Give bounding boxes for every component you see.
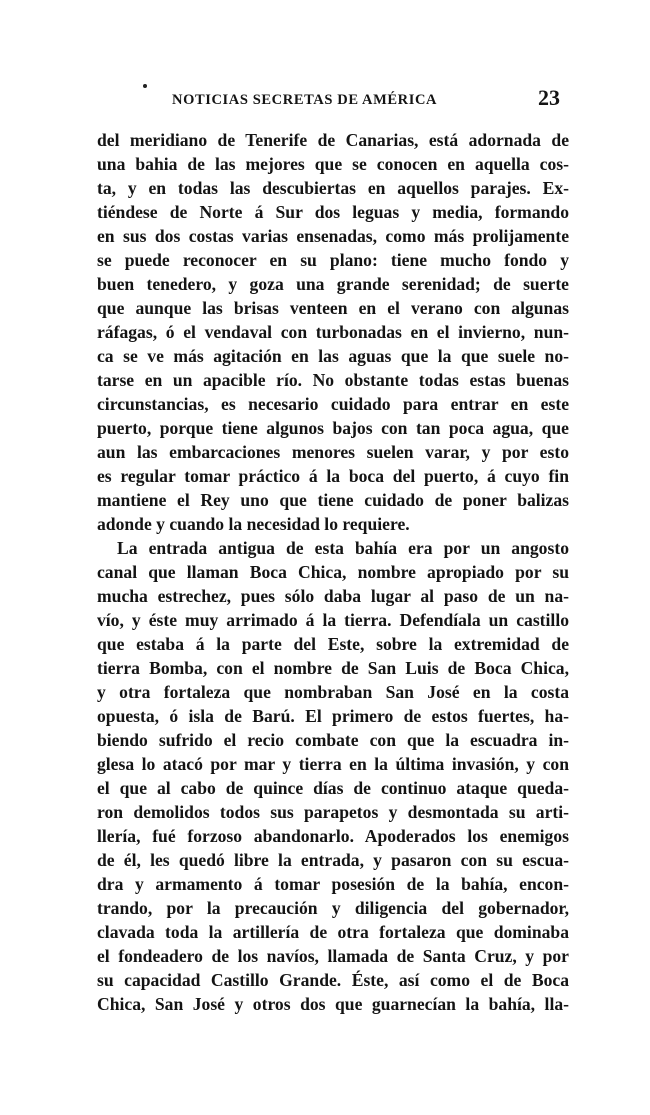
text-line: ron demolidos todos sus parapetos y desmontada su arti- bbox=[97, 802, 569, 822]
running-header: NOTICIAS SECRETAS DE AMÉRICA bbox=[172, 92, 438, 108]
text-line: canal que llaman Boca Chica, nombre apropiado por su bbox=[97, 562, 569, 582]
text-line: opuesta, ó isla de Barú. El primero de estos fuertes, ha- bbox=[97, 706, 569, 726]
print-speck bbox=[143, 84, 147, 88]
text-line: tarse en un apacible río. No obstante todas estas buenas bbox=[97, 370, 569, 390]
page-number: 23 bbox=[538, 85, 560, 110]
text-line: una bahia de las mejores que se conocen en aquella cos- bbox=[97, 154, 569, 174]
text-line: Chica, San José y otros dos que guarnecían la bahía, lla- bbox=[97, 994, 569, 1014]
text-line: aun las embarcaciones menores suelen varar, y por esto bbox=[97, 442, 569, 462]
text-line: llería, fué forzoso abandonarlo. Apoderados los enemigos bbox=[97, 826, 569, 846]
text-line: de él, les quedó libre la entrada, y pasaron con su escua- bbox=[97, 850, 569, 870]
text-line: que aunque las brisas venteen en el verano con algunas bbox=[97, 298, 569, 318]
text-line: que estaba á la parte del Este, sobre la extremidad de bbox=[97, 634, 569, 654]
text-line: La entrada antigua de esta bahía era por un angosto bbox=[117, 538, 569, 558]
text-line: mucha estrechez, pues sólo daba lugar al paso de un na- bbox=[97, 586, 569, 606]
text-line: tierra Bomba, con el nombre de San Luis de Boca Chica, bbox=[97, 658, 569, 678]
text-line: clavada toda la artillería de otra fortaleza que dominaba bbox=[97, 922, 569, 942]
text-line: buen tenedero, y goza una grande serenidad; de suerte bbox=[97, 274, 569, 294]
text-line: se puede reconocer en su plano: tiene mucho fondo y bbox=[97, 250, 569, 270]
text-line: es regular tomar práctico á la boca del puerto, á cuyo fin bbox=[97, 466, 569, 486]
text-line: vío, y éste muy arrimado á la tierra. Defendíala un castillo bbox=[97, 610, 569, 630]
text-line: ta, y en todas las descubiertas en aquellos parajes. Ex- bbox=[97, 178, 569, 198]
text-line: el que al cabo de quince días de continuo ataque queda- bbox=[97, 778, 569, 798]
text-line: dra y armamento á tomar posesión de la bahía, encon- bbox=[97, 874, 569, 894]
body-text bbox=[97, 128, 569, 1016]
text-line: biendo sufrido el recio combate con que la escuadra in- bbox=[97, 730, 569, 750]
text-line: mantiene el Rey uno que tiene cuidado de poner balizas bbox=[97, 490, 569, 510]
text-line: ráfagas, ó el vendaval con turbonadas en el invierno, nun- bbox=[97, 322, 569, 342]
text-line: del meridiano de Tenerife de Canarias, está adornada de bbox=[97, 130, 569, 150]
text-line: adonde y cuando la necesidad lo requiere. bbox=[97, 514, 410, 534]
text-line: puerto, porque tiene algunos bajos con tan poca agua, que bbox=[97, 418, 569, 438]
text-line: circunstancias, es necesario cuidado para entrar en este bbox=[97, 394, 569, 414]
text-line: en sus dos costas varias ensenadas, como más prolijamente bbox=[97, 226, 569, 246]
text-line: ca se ve más agitación en las aguas que la que suele no- bbox=[97, 346, 569, 366]
text-line: trando, por la precaución y diligencia del gobernador, bbox=[97, 898, 569, 918]
text-line: el fondeadero de los navíos, llamada de Santa Cruz, y por bbox=[97, 946, 569, 966]
text-line: tiéndese de Norte á Sur dos leguas y media, formando bbox=[97, 202, 569, 222]
text-line: su capacidad Castillo Grande. Éste, así como el de Boca bbox=[97, 970, 569, 990]
text-line: y otra fortaleza que nombraban San José en la costa bbox=[97, 682, 569, 702]
text-line: glesa lo atacó por mar y tierra en la última invasión, y con bbox=[97, 754, 569, 774]
